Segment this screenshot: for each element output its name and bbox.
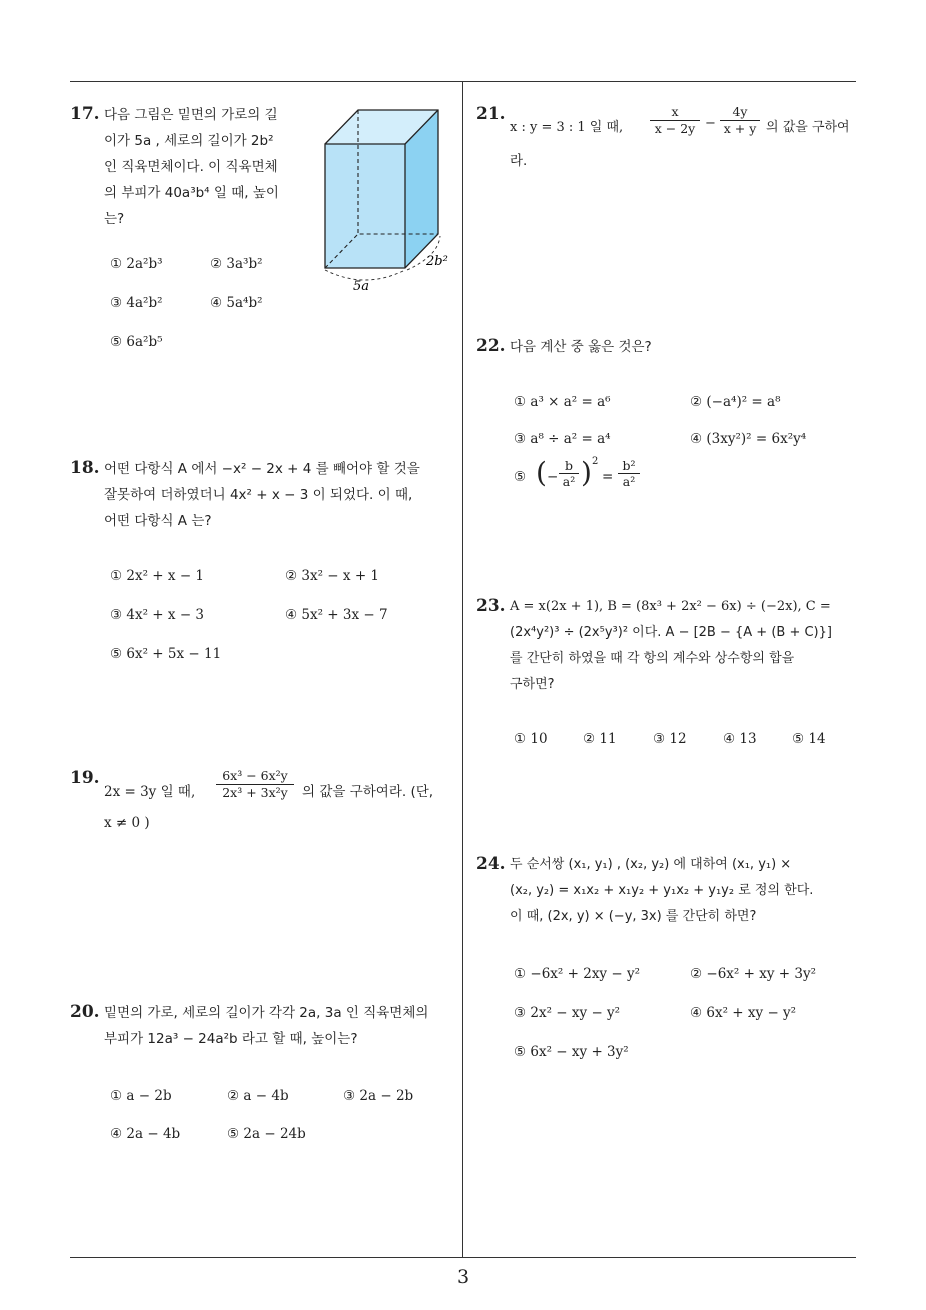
option-mark: ③ [110,607,123,623]
left-paren: ( [536,456,547,489]
option-expr: 2a − 4b [126,1126,181,1142]
option-expr: 2a²b³ [126,256,163,272]
option-1[interactable] [514,394,611,410]
question-line-2: x ≠ 0 ) [104,815,150,831]
option-expr: 6a²b⁵ [126,334,163,350]
option-1[interactable] [110,568,204,584]
question-line: 다음 그림은 밑면의 가로의 길 [104,107,278,123]
option-expr: 10 [530,731,548,747]
option-mark: ③ [514,431,527,447]
result-fraction [618,458,640,489]
question-number: 21. [476,104,506,124]
option-3[interactable] [514,431,611,447]
option-mark: ③ [514,1005,527,1021]
option-1[interactable] [110,256,163,272]
question-line: (x₂, y₂) = x₁x₂ + x₁y₂ + y₁x₂ + y₁y₂ 로 정의 한다. [510,883,814,898]
option-mark: ⑤ [227,1126,240,1142]
option-mark: ③ [110,295,123,311]
question-17 [70,104,460,364]
question-number: 20. [70,1002,100,1022]
neg-sign: − [547,469,559,485]
question-line: 이가 5a , 세로의 길이가 2b² [104,133,274,149]
option-mark: ⑤ [792,731,805,747]
option-expr: 6x² − xy + 3y² [530,1044,629,1060]
option-expr: a⁸ ÷ a² = a⁴ [530,431,611,447]
fraction-numerator: b [559,458,579,474]
bottom-rule [70,1257,856,1258]
fraction-numerator: 6x³ − 6x²y [216,768,294,785]
option-expr: a − 2b [126,1088,172,1104]
option-expr: 2x² + x − 1 [126,568,205,584]
top-rule [70,81,856,82]
option-3[interactable] [514,1005,620,1021]
option-expr: 6x² + 5x − 11 [126,646,222,662]
question-number: 23. [476,596,506,616]
option-expr: 2a − 2b [359,1088,414,1104]
fraction-1 [650,104,700,136]
option-mark: ⑤ [110,334,123,350]
question-line: 어떤 다항식 A 는? [104,513,212,529]
option-mark: ⑤ [110,646,123,662]
fraction-denominator: a² [562,474,576,489]
option-mark: ② [210,256,223,272]
question-22 [476,336,858,506]
question-24 [476,854,858,1074]
question-line: 잘못하여 더하였더니 4x² + x − 3 이 되었다. 이 때, [104,487,413,503]
question-line-1 [104,768,459,808]
option-expr: 2x² − xy − y² [530,1005,621,1021]
depth-label: 2b² [426,254,448,269]
option-mark: ④ [690,431,703,447]
option-1[interactable] [514,966,640,982]
option-4[interactable] [690,431,806,447]
option-mark: ④ [723,731,736,747]
option-expr: (3xy²)² = 6x²y⁴ [706,431,807,447]
question-line-2: 라. [510,153,528,169]
option-expr: 3a³b² [226,256,263,272]
width-label: 5a [353,279,370,294]
option-mark: ① [110,1088,123,1104]
question-post: 의 값을 구하여 [766,120,850,135]
fraction-numerator: x [650,104,700,121]
option-mark: ④ [210,295,223,311]
option-expr: 11 [599,731,617,747]
question-23 [476,596,858,756]
option-mark: ② [690,394,703,410]
fraction-denominator: x − 2y [654,121,696,136]
question-number: 22. [476,336,506,356]
option-3[interactable] [343,1088,413,1104]
fraction-denominator: x + y [723,121,757,136]
option-2[interactable] [227,1088,289,1104]
option-4[interactable] [210,295,263,311]
option-5[interactable] [110,334,163,350]
fraction-denominator: a² [622,474,636,489]
option-expr: 2a − 24b [243,1126,306,1142]
question-line: 두 순서쌍 (x₁, y₁) , (x₂, y₂) 에 대하여 (x₁, y₁) × [510,857,792,872]
option-expr: 5x² + 3x − 7 [301,607,388,623]
question-line-1 [510,104,860,144]
option-expr: 6x² + xy − y² [706,1005,797,1021]
question-line: 부피가 12a³ − 24a²b 라고 할 때, 높이는? [104,1031,358,1047]
option-mark: ⑤ [514,469,527,485]
option-5[interactable] [792,731,826,747]
option-mark: ① [110,256,123,272]
option-5[interactable] [514,456,694,500]
option-4[interactable] [110,1126,180,1142]
question-pre: 2x = 3y 일 때, [104,784,196,800]
option-2[interactable] [690,394,780,410]
option-3[interactable] [653,731,687,747]
question-line: 인 직육면체이다. 이 직육면체 [104,159,278,175]
option-mark: ② [583,731,596,747]
option-4[interactable] [723,731,757,747]
option-expr: 14 [808,731,826,747]
question-line: 구하면? [510,677,555,692]
option-expr: −6x² + 2xy − y² [530,966,640,982]
option-5[interactable] [227,1126,306,1142]
page-number: 3 [456,1266,470,1288]
option-mark: ② [285,568,298,584]
question-text [510,852,860,930]
question-pre: x : y = 3 : 1 일 때, [510,120,624,135]
option-mark: ⑤ [514,1044,527,1060]
option-expr: −6x² + xy + 3y² [706,966,816,982]
exponent: 2 [592,456,599,467]
option-expr: 4a²b² [126,295,163,311]
fraction-2 [720,104,760,136]
column-divider [462,81,463,1257]
option-2[interactable] [210,256,263,272]
option-expr: 3x² − x + 1 [301,568,380,584]
question-text [104,102,324,232]
question-number: 17. [70,104,100,124]
question-number: 24. [476,854,506,874]
option-1[interactable] [110,1088,172,1104]
question-line: A = x(2x + 1), B = (8x³ + 2x² − 6x) ÷ (−2x), C = [510,599,831,614]
fraction-denominator: 2x³ + 3x²y [222,785,288,800]
option-mark: ① [514,394,527,410]
option-mark: ④ [110,1126,123,1142]
minus-sign: − [705,116,716,131]
option-5[interactable] [110,646,221,662]
option-mark: ① [514,731,527,747]
question-text [104,1000,459,1052]
question-number: 18. [70,458,100,478]
option-expr: 4x² + x − 3 [126,607,205,623]
question-21 [476,104,858,184]
question-number: 19. [70,768,100,788]
option-2[interactable] [690,966,816,982]
option-expr: 12 [669,731,687,747]
question-line: 어떤 다항식 A 에서 −x² − 2x + 4 를 빼어야 할 것을 [104,461,420,477]
question-line: 를 간단히 하였을 때 각 항의 계수와 상수항의 합을 [510,651,795,666]
question-line: 밑면의 가로, 세로의 길이가 각각 2a, 3a 인 직육면체의 [104,1005,429,1021]
fraction [559,458,579,489]
question-19 [70,768,460,848]
question-line: 이 때, (2x, y) × (−y, 3x) 를 간단히 하면? [510,909,757,924]
option-mark: ③ [653,731,666,747]
question-text [104,456,459,534]
option-2[interactable] [285,568,379,584]
option-expr: 5a⁴b² [226,295,263,311]
option-mark: ④ [285,607,298,623]
option-mark: ① [514,966,527,982]
option-expr: a³ × a² = a⁶ [530,394,611,410]
option-mark: ② [690,966,703,982]
option-mark: ④ [690,1005,703,1021]
option-expr: (−a⁴)² = a⁸ [706,394,781,410]
option-expr: 13 [739,731,757,747]
option-mark: ① [110,568,123,584]
option-5[interactable] [514,1044,629,1060]
question-20 [70,1002,460,1152]
fraction [216,768,294,800]
question-line: (2x⁴y²)³ ÷ (2x⁵y³)² 이다. A − [2B − {A + (B + C)}] [510,625,832,640]
option-mark: ② [227,1088,240,1104]
question-text [510,594,860,698]
right-paren: ) [581,456,592,489]
equals-sign: = [602,469,614,485]
option-mark: ③ [343,1088,356,1104]
option-3[interactable] [110,607,204,623]
option-expr: a − 4b [243,1088,289,1104]
question-18 [70,458,460,678]
question-text: 다음 계산 중 옳은 것은? [510,339,652,355]
question-line: 는? [104,211,125,227]
option-2[interactable] [583,731,617,747]
option-3[interactable] [110,295,163,311]
option-4[interactable] [690,1005,796,1021]
question-post: 의 값을 구하여라. (단, [302,784,434,800]
option-4[interactable] [285,607,388,623]
rectangular-prism-figure [320,104,460,296]
option-1[interactable] [514,731,548,747]
fraction-numerator: 4y [720,104,760,121]
question-line: 의 부피가 40a³b⁴ 일 때, 높이 [104,185,279,201]
fraction-numerator: b² [618,458,640,474]
